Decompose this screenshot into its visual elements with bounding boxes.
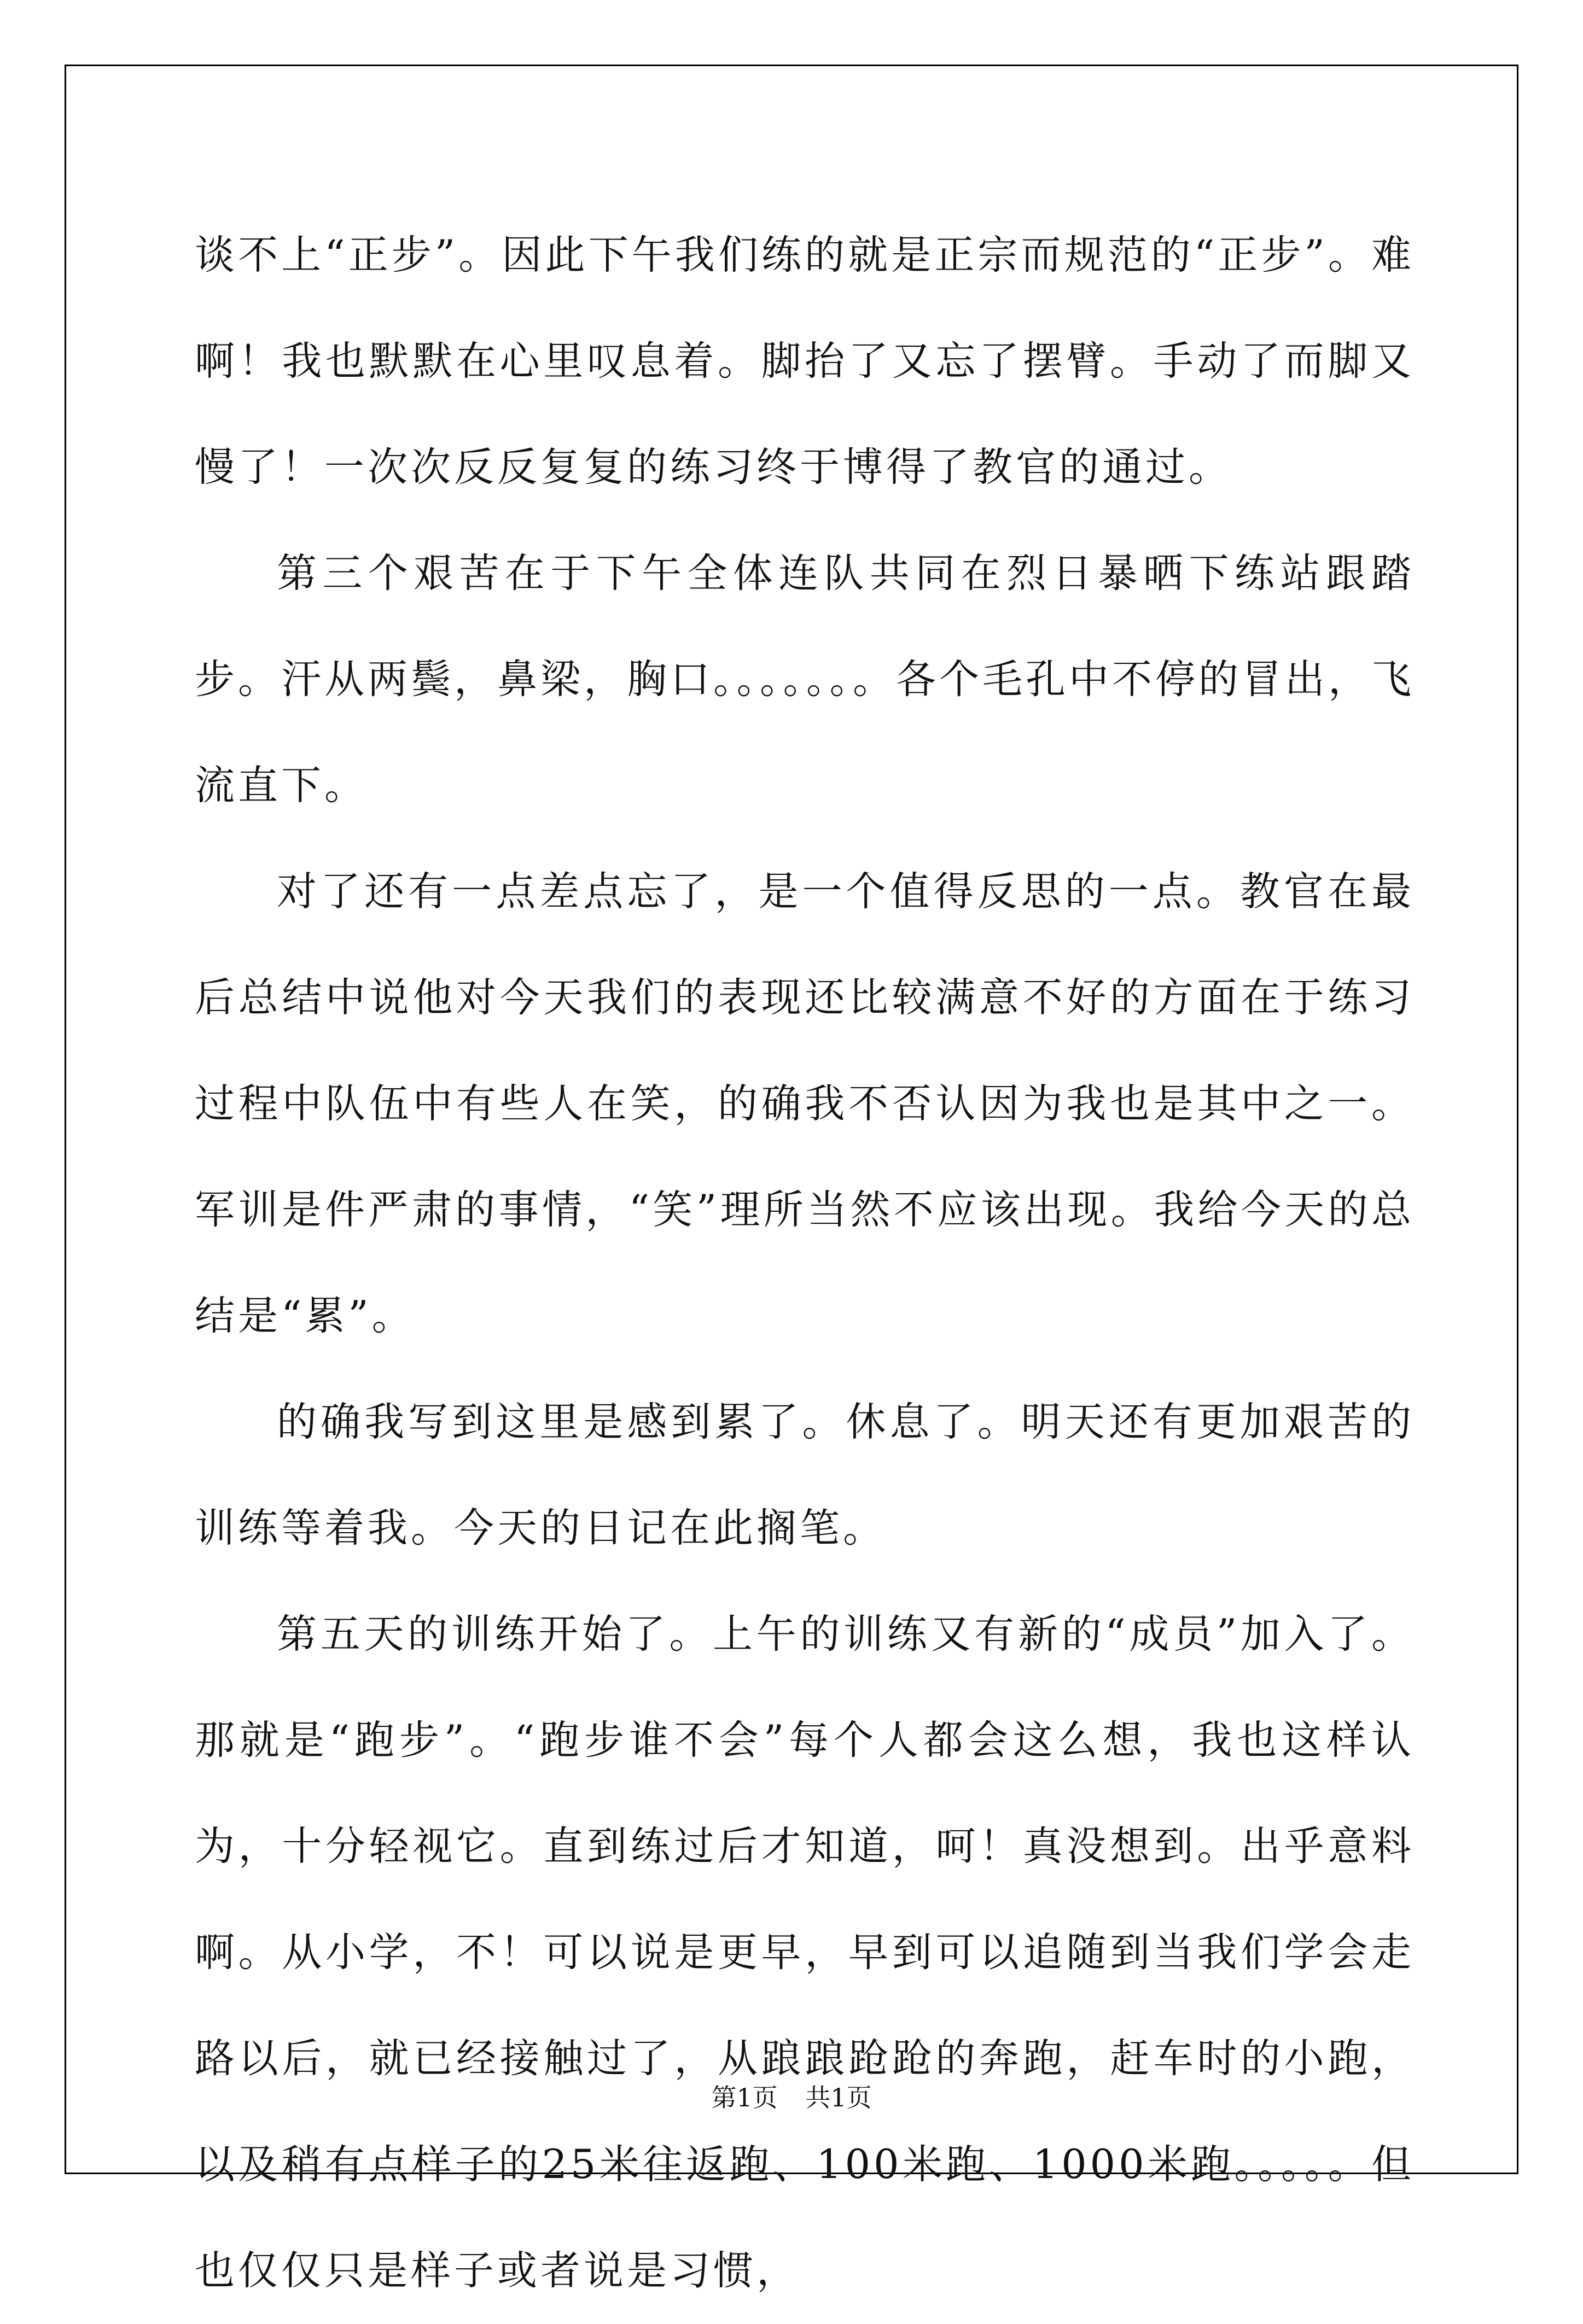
paragraph-1: 谈不上“正步”。因此下午我们练的就是正宗而规范的“正步”。难啊！我也默默在心里叹息着。脚抬了又忘了摆臂。手动了而脚又慢了！一次次反反复复的练习终于博得了教官的通过。: [195, 232, 1415, 491]
total-pages-label: 共1页: [805, 2083, 872, 2112]
current-page-label: 第1页: [711, 2083, 778, 2112]
paragraph-5: 第五天的训练开始了。上午的训练又有新的“成员”加入了。那就是“跑步”。“跑步谁不会”每个人都会这么想，我也这样认为，十分轻视它。直到练过后才知道，呵！真没想到。出乎意料啊。从小学，不！可以说是更早，早到可以追随到当我们学会走路以后，就已经接触过了，从踉踉跄跄的奔跑，赶车时的小跑，以及稍有点样子的25米往返跑、100米跑、1000米跑。。。。。但也仅仅只是样子或者说是习惯，: [195, 1611, 1415, 2294]
paragraph-2: 第三个艰苦在于下午全体连队共同在烈日暴晒下练站跟踏步。汗从两鬓，鼻梁，胸口。。。。。。。各个毛孔中不停的冒出，飞流直下。: [195, 550, 1415, 809]
paragraph-4: 的确我写到这里是感到累了。休息了。明天还有更加艰苦的训练等着我。今天的日记在此搁笔。: [195, 1399, 1415, 1551]
paragraph-3: 对了还有一点差点忘了，是一个值得反思的一点。教官在最后总结中说他对今天我们的表现还比较满意不好的方面在于练习过程中队伍中有些人在笑，的确我不否认因为我也是其中之一。军训是件严肃的事情，“笑”理所当然不应该出现。我给今天的总结是“累”。: [195, 868, 1415, 1339]
page-footer: [0, 2078, 1583, 2114]
document-body: [195, 202, 1415, 2324]
